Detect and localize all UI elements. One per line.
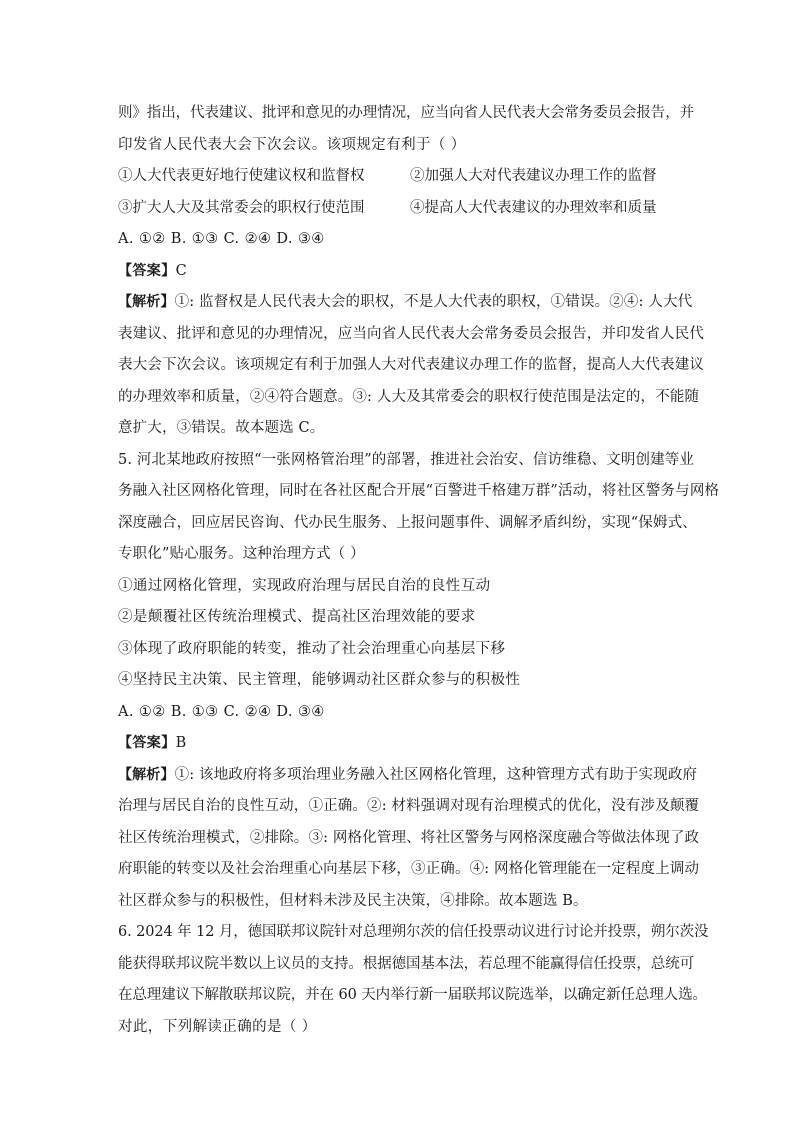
q4-analysis-line: 表建议、批评和意见的办理情况，应当向省人民代表大会常务委员会报告，并印发省人民代	[118, 325, 704, 342]
q4-analysis-label: 【解析】	[118, 294, 175, 310]
q5-choices: A. ①② B. ①③ C. ②④ D. ③④	[118, 703, 325, 720]
q4-analysis-line	[118, 287, 698, 319]
q4-answer-label: 【答案】	[118, 262, 176, 279]
q4-choices: A. ①② B. ①③ C. ②④ D. ③④	[118, 231, 325, 247]
q5-analysis-line: 府职能的转变以及社会治理重心向基层下移，③正确。④: 网格化管理能在一定程度上调动	[118, 861, 700, 877]
q6-stem-line: 对此，下列解读正确的是（ ）	[118, 1018, 317, 1035]
page-content	[118, 98, 720, 1043]
q5-analysis-line	[118, 760, 698, 792]
q5-stem-line: 5. 河北某地政府按照“一张网格管治理”的部署，推进社会治安、信访维稳、文明创建等业	[118, 451, 695, 468]
q4-stem-line: 则》指出，代表建议、批评和意见的办理情况，应当向省人民代表大会常务委员会报告，并	[118, 105, 694, 121]
q4-answer-value: C	[175, 262, 188, 279]
q4-option-row	[118, 161, 698, 193]
q4-option-1: ①人大代表更好地行使建议权和监督权	[118, 168, 365, 184]
q5-stem-line: 深度融合，回应居民咨询、代办民生服务、上报问题事件、调解矛盾纠纷，实现“保姆式、	[118, 514, 697, 531]
q5-analysis-line: 社区传统治理模式，②排除。③: 网格化管理、将社区警务与网格深度融合等做法体现了政	[118, 829, 700, 846]
q4-analysis-line: 表大会下次会议。该项规定有利于加强人大对代表建议办理工作的监督，提高人大代表建议	[118, 357, 704, 373]
q5-stem-line: 务融入社区网格化管理，同时在各社区配合开展“百警进千格建万群”活动，将社区警务与网格	[118, 483, 720, 499]
q5-option-4: ④坚持民主决策、民主管理，能够调动社区群众参与的积极性	[118, 672, 521, 688]
q5-stem-line: 专职化”贴心服务。这种治理方式（ ）	[118, 546, 365, 562]
q6-stem-line: 能获得联邦议院半数以上议员的支持。根据德国基本法，若总理不能赢得信任投票，总统可	[118, 955, 694, 972]
q5-answer-value: B	[175, 735, 187, 751]
q5-analysis-line: 治理与居民自治的良性互动，①正确。②: 材料强调对现有治理模式的优化，没有涉及颠覆	[118, 798, 700, 814]
q5-option-2: ②是颠覆社区传统治理模式、提高社区治理效能的要求	[118, 609, 476, 625]
q6-stem-line: 6. 2024 年 12 月，德国联邦议院针对总理朔尔茨的信任投票动议进行讨论并投票，朔尔茨没	[118, 924, 709, 940]
q5-answer-label: 【答案】	[118, 735, 176, 751]
q4-option-row	[118, 193, 698, 225]
q4-answer	[118, 256, 698, 288]
q5-analysis-label: 【解析】	[118, 766, 175, 783]
q4-option-4: ④提高人大代表建议的办理效率和质量	[410, 199, 657, 216]
q5-analysis-text: ①: 该地政府将多项治理业务融入社区网格化管理，这种管理方式有助于实现政府	[174, 766, 698, 783]
q5-option-1: ①通过网格化管理，实现政府治理与居民自治的良性互动	[118, 577, 491, 594]
q4-option-3: ③扩大人大及其常委会的职权行使范围	[118, 199, 365, 216]
q6-stem-line: 在总理建议下解散联邦议院，并在 60 天内举行新一届联邦议院选举，以确定新任总理人选。	[118, 987, 707, 1003]
q4-option-2: ②加强人大对代表建议办理工作的监督	[410, 168, 657, 184]
q4-analysis-line: 的办理效率和质量，②④符合题意。③: 人大及其常委会的职权行使范围是法定的，不能随	[118, 388, 700, 405]
q5-answer	[118, 728, 698, 760]
q5-option-3: ③体现了政府职能的转变，推动了社会治理重心向基层下移	[118, 640, 506, 657]
q4-analysis-text: ①: 监督权是人民代表大会的职权，不是人大代表的职权，①错误。②④: 人大代	[174, 294, 693, 310]
q5-analysis-line: 社区群众参与的积极性，但材料未涉及民主决策，④排除。故本题选 B。	[118, 892, 588, 909]
q4-stem-line: 印发省人民代表大会下次会议。该项规定有利于（ ）	[118, 136, 466, 153]
q4-analysis-line: 意扩大，③错误。故本题选 C。	[118, 420, 325, 436]
